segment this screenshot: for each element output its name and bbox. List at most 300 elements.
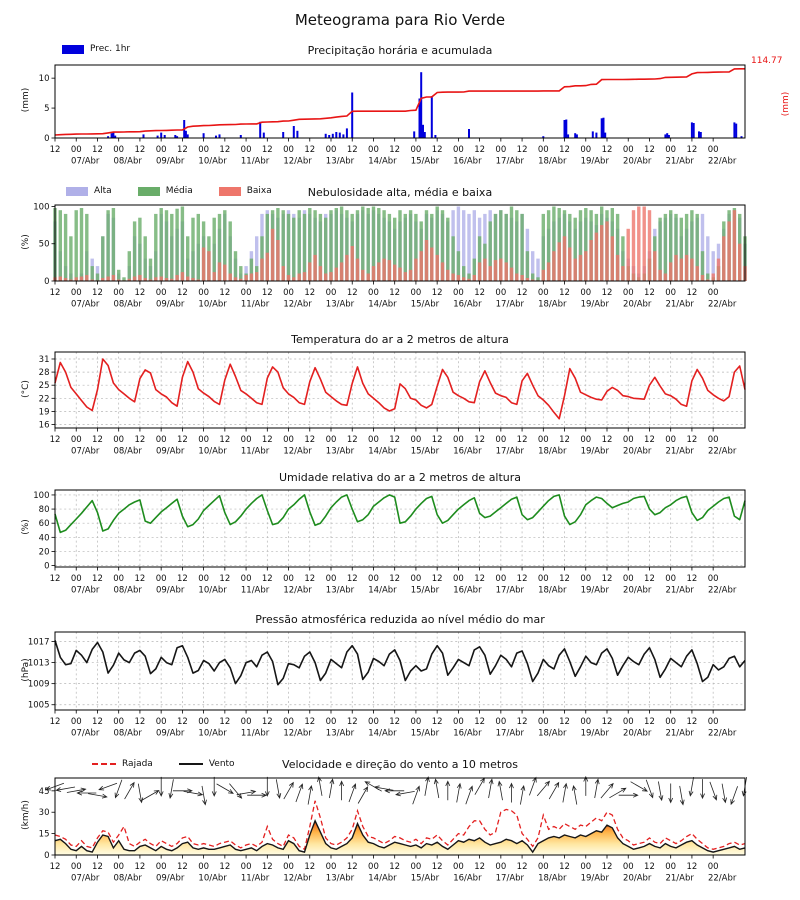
svg-text:16/Abr: 16/Abr (453, 446, 482, 455)
panel-title-wind: Velocidade e direção do vento a 10 metros (282, 758, 518, 771)
svg-text:00: 00 (325, 862, 337, 872)
svg-text:15/Abr: 15/Abr (410, 585, 440, 595)
svg-text:17/Abr: 17/Abr (495, 728, 525, 738)
svg-text:00: 00 (70, 717, 82, 727)
svg-text:00: 00 (580, 717, 592, 727)
svg-text:12: 12 (601, 145, 613, 155)
svg-text:12: 12 (219, 862, 231, 872)
svg-text:17/Abr: 17/Abr (495, 299, 525, 308)
svg-text:0: 0 (44, 134, 50, 144)
humidity-plot (0, 483, 800, 595)
svg-text:0: 0 (44, 277, 50, 287)
svg-text:12: 12 (176, 717, 188, 727)
svg-text:09/Abr: 09/Abr (155, 585, 185, 595)
panel-title-precipitation: Precipitação horária e acumulada (307, 44, 493, 57)
svg-text:00: 00 (368, 145, 379, 155)
svg-text:00: 00 (240, 862, 252, 872)
svg-text:60: 60 (38, 519, 50, 530)
svg-text:12: 12 (644, 717, 655, 727)
svg-text:18/Abr: 18/Abr (538, 156, 567, 164)
svg-text:22/Abr: 22/Abr (707, 446, 737, 455)
svg-text:18/Abr: 18/Abr (538, 728, 567, 738)
svg-text:00: 00 (622, 145, 634, 155)
svg-text:00: 00 (580, 862, 592, 872)
svg-text:00: 00 (113, 145, 125, 155)
svg-text:19/Abr: 19/Abr (580, 299, 609, 308)
svg-text:00: 00 (155, 145, 167, 155)
svg-text:12: 12 (92, 435, 103, 445)
svg-text:12: 12 (176, 145, 188, 155)
svg-text:19/Abr: 19/Abr (580, 873, 609, 883)
vento-label: Vento (208, 759, 235, 769)
svg-text:12: 12 (134, 145, 146, 155)
clouds-legend (66, 186, 298, 196)
svg-text:12: 12 (304, 145, 316, 155)
svg-text:12: 12 (516, 145, 528, 155)
svg-text:45: 45 (38, 786, 50, 797)
alta-label: Alta (94, 186, 112, 196)
svg-text:00: 00 (113, 862, 125, 872)
legend-item-media (138, 186, 193, 196)
svg-text:12: 12 (304, 574, 316, 584)
svg-text:12: 12 (176, 862, 188, 872)
svg-text:00: 00 (452, 145, 464, 155)
svg-text:00: 00 (283, 288, 294, 298)
svg-text:12: 12 (346, 862, 358, 872)
svg-text:12: 12 (49, 145, 61, 155)
svg-text:12: 12 (431, 288, 443, 298)
svg-text:18/Abr: 18/Abr (538, 585, 567, 595)
svg-text:00: 00 (410, 862, 422, 872)
svg-text:12: 12 (389, 288, 401, 298)
svg-text:12: 12 (601, 435, 613, 445)
svg-text:00: 00 (70, 288, 82, 298)
svg-text:12: 12 (686, 435, 698, 445)
svg-text:12: 12 (431, 862, 443, 872)
humidity-ylabel: (%) (21, 519, 31, 535)
svg-text:00: 00 (580, 288, 592, 298)
svg-text:00: 00 (198, 717, 210, 727)
svg-text:19/Abr: 19/Abr (580, 156, 609, 164)
svg-text:00: 00 (622, 717, 634, 727)
svg-text:00: 00 (70, 574, 82, 584)
svg-text:14/Abr: 14/Abr (368, 446, 397, 455)
svg-text:12: 12 (219, 717, 231, 727)
svg-text:1009: 1009 (27, 679, 50, 690)
svg-text:00: 00 (198, 145, 210, 155)
pressure-plot (0, 625, 800, 738)
svg-text:12: 12 (431, 574, 443, 584)
svg-text:00: 00 (707, 435, 719, 445)
svg-text:12: 12 (644, 145, 655, 155)
svg-text:22: 22 (38, 394, 50, 405)
svg-text:00: 00 (198, 862, 210, 872)
svg-text:00: 00 (283, 435, 294, 445)
svg-text:00: 00 (452, 435, 464, 445)
svg-text:20/Abr: 20/Abr (623, 446, 652, 455)
svg-text:00: 00 (665, 145, 677, 155)
svg-text:00: 00 (452, 862, 464, 872)
svg-text:12: 12 (474, 435, 486, 445)
svg-text:00: 00 (580, 574, 592, 584)
pressure-ylabel: (hPa) (21, 658, 31, 682)
svg-text:12/Abr: 12/Abr (283, 585, 312, 595)
svg-text:07/Abr: 07/Abr (71, 446, 100, 455)
svg-text:00: 00 (113, 717, 125, 727)
temperature-plot (0, 345, 800, 455)
svg-text:16/Abr: 16/Abr (453, 156, 482, 164)
svg-text:00: 00 (580, 145, 592, 155)
svg-text:00: 00 (707, 288, 719, 298)
svg-text:17/Abr: 17/Abr (495, 446, 525, 455)
svg-text:00: 00 (325, 435, 337, 445)
svg-text:12: 12 (601, 862, 613, 872)
svg-text:12: 12 (49, 862, 61, 872)
svg-text:22/Abr: 22/Abr (707, 873, 737, 883)
svg-text:18/Abr: 18/Abr (538, 873, 567, 883)
svg-text:30: 30 (38, 808, 50, 819)
svg-text:80: 80 (38, 505, 50, 516)
svg-text:16: 16 (38, 420, 50, 431)
svg-text:07/Abr: 07/Abr (71, 156, 100, 164)
svg-text:12: 12 (559, 288, 570, 298)
svg-text:00: 00 (283, 717, 294, 727)
svg-text:12: 12 (261, 435, 273, 445)
svg-text:1005: 1005 (27, 700, 50, 711)
panel-title-humidity: Umidade relativa do ar a 2 metros de altura (278, 471, 522, 484)
svg-text:12: 12 (134, 574, 146, 584)
svg-text:12: 12 (304, 862, 316, 872)
svg-text:12: 12 (601, 717, 613, 727)
svg-text:10/Abr: 10/Abr (198, 299, 227, 308)
svg-text:12: 12 (389, 574, 401, 584)
svg-text:12: 12 (176, 288, 188, 298)
vento-line-swatch-icon (179, 763, 203, 765)
svg-text:00: 00 (113, 435, 125, 445)
svg-text:1013: 1013 (27, 658, 50, 669)
svg-text:12: 12 (431, 717, 443, 727)
svg-text:12/Abr: 12/Abr (283, 873, 312, 883)
svg-text:12: 12 (644, 862, 655, 872)
svg-text:12: 12 (92, 862, 103, 872)
rajada-line-swatch-icon (92, 763, 116, 765)
legend-item-rajada (92, 759, 153, 769)
svg-text:22/Abr: 22/Abr (707, 728, 737, 738)
svg-text:0: 0 (44, 851, 50, 861)
svg-text:14/Abr: 14/Abr (368, 728, 397, 738)
svg-text:12: 12 (431, 435, 443, 445)
svg-text:09/Abr: 09/Abr (155, 156, 185, 164)
svg-text:28: 28 (38, 368, 50, 379)
media-label: Média (165, 186, 193, 196)
svg-text:00: 00 (495, 288, 507, 298)
svg-text:00: 00 (325, 145, 337, 155)
svg-text:08/Abr: 08/Abr (113, 728, 142, 738)
svg-text:09/Abr: 09/Abr (155, 446, 185, 455)
clouds-ylabel: (%) (21, 234, 31, 250)
svg-text:12: 12 (559, 862, 570, 872)
svg-text:09/Abr: 09/Abr (155, 299, 185, 308)
svg-text:08/Abr: 08/Abr (113, 299, 142, 308)
svg-text:25: 25 (38, 381, 50, 392)
svg-text:12: 12 (219, 145, 231, 155)
baixa-label: Baixa (246, 186, 272, 196)
svg-text:00: 00 (622, 574, 634, 584)
svg-text:12: 12 (559, 435, 570, 445)
svg-text:21/Abr: 21/Abr (665, 728, 694, 738)
svg-text:12: 12 (516, 574, 528, 584)
svg-text:18/Abr: 18/Abr (538, 446, 567, 455)
svg-text:12: 12 (92, 717, 103, 727)
svg-text:12: 12 (389, 435, 401, 445)
svg-text:11/Abr: 11/Abr (240, 156, 270, 164)
svg-text:12: 12 (474, 862, 486, 872)
svg-text:12: 12 (219, 288, 231, 298)
svg-text:08/Abr: 08/Abr (113, 873, 142, 883)
svg-text:08/Abr: 08/Abr (113, 156, 142, 164)
svg-text:00: 00 (368, 717, 379, 727)
svg-text:00: 00 (537, 435, 549, 445)
svg-text:00: 00 (537, 288, 549, 298)
svg-text:00: 00 (155, 717, 167, 727)
svg-text:12: 12 (304, 288, 316, 298)
svg-text:00: 00 (622, 288, 634, 298)
svg-text:00: 00 (410, 435, 422, 445)
svg-text:12/Abr: 12/Abr (283, 446, 312, 455)
svg-text:00: 00 (368, 435, 379, 445)
svg-text:00: 00 (240, 288, 252, 298)
svg-text:12: 12 (49, 717, 61, 727)
svg-text:12: 12 (686, 862, 698, 872)
svg-text:00: 00 (325, 574, 337, 584)
svg-text:00: 00 (70, 862, 82, 872)
svg-text:21/Abr: 21/Abr (665, 446, 694, 455)
svg-text:00: 00 (665, 435, 677, 445)
svg-text:00: 00 (240, 435, 252, 445)
svg-text:00: 00 (707, 145, 719, 155)
svg-text:00: 00 (113, 288, 125, 298)
svg-text:14/Abr: 14/Abr (368, 585, 397, 595)
svg-text:12: 12 (49, 574, 61, 584)
svg-text:00: 00 (410, 288, 422, 298)
svg-text:15/Abr: 15/Abr (410, 299, 440, 308)
svg-text:31: 31 (38, 354, 50, 365)
svg-text:00: 00 (707, 717, 719, 727)
svg-text:15/Abr: 15/Abr (410, 873, 440, 883)
panel-title-temperature: Temperatura do ar a 2 metros de altura (291, 333, 509, 346)
svg-text:00: 00 (410, 574, 422, 584)
svg-text:17/Abr: 17/Abr (495, 873, 525, 883)
svg-text:00: 00 (665, 717, 677, 727)
svg-text:00: 00 (325, 717, 337, 727)
svg-text:15/Abr: 15/Abr (410, 446, 440, 455)
svg-text:16/Abr: 16/Abr (453, 585, 482, 595)
svg-text:08/Abr: 08/Abr (113, 446, 142, 455)
prec-1hr-swatch-icon (62, 45, 84, 54)
svg-text:12: 12 (431, 145, 443, 155)
svg-text:14/Abr: 14/Abr (368, 299, 397, 308)
precipitation-plot (0, 58, 800, 164)
svg-text:10/Abr: 10/Abr (198, 873, 227, 883)
svg-text:13/Abr: 13/Abr (325, 446, 355, 455)
svg-text:12: 12 (644, 574, 655, 584)
svg-text:00: 00 (240, 145, 252, 155)
svg-text:00: 00 (495, 717, 507, 727)
svg-text:00: 00 (452, 288, 464, 298)
svg-text:07/Abr: 07/Abr (71, 873, 100, 883)
svg-text:12: 12 (601, 574, 613, 584)
svg-text:12: 12 (559, 145, 570, 155)
svg-text:00: 00 (240, 717, 252, 727)
svg-text:12: 12 (559, 717, 570, 727)
svg-text:00: 00 (537, 145, 549, 155)
svg-text:13/Abr: 13/Abr (325, 585, 355, 595)
svg-text:12: 12 (134, 435, 146, 445)
svg-text:00: 00 (665, 574, 677, 584)
svg-text:15/Abr: 15/Abr (410, 156, 440, 164)
svg-text:12: 12 (686, 574, 698, 584)
svg-text:12/Abr: 12/Abr (283, 156, 312, 164)
wind-ylabel: (km/h) (21, 800, 31, 830)
svg-text:21/Abr: 21/Abr (665, 585, 694, 595)
svg-text:19: 19 (38, 407, 50, 418)
svg-text:12: 12 (516, 862, 528, 872)
svg-text:19/Abr: 19/Abr (580, 728, 609, 738)
svg-text:00: 00 (665, 288, 677, 298)
svg-text:22/Abr: 22/Abr (707, 156, 737, 164)
panel-title-pressure: Pressão atmosférica reduzida ao nível médio do mar (255, 613, 545, 626)
svg-text:12: 12 (346, 435, 358, 445)
svg-text:12: 12 (304, 435, 316, 445)
svg-text:12: 12 (644, 435, 655, 445)
svg-text:12: 12 (176, 574, 188, 584)
svg-text:12: 12 (134, 288, 146, 298)
svg-text:00: 00 (325, 288, 337, 298)
precip-legend (62, 44, 156, 54)
svg-text:09/Abr: 09/Abr (155, 873, 185, 883)
svg-text:00: 00 (452, 574, 464, 584)
svg-text:12/Abr: 12/Abr (283, 728, 312, 738)
svg-text:00: 00 (410, 145, 422, 155)
svg-text:07/Abr: 07/Abr (71, 299, 100, 308)
svg-text:20/Abr: 20/Abr (623, 585, 652, 595)
svg-text:20/Abr: 20/Abr (623, 156, 652, 164)
svg-text:12: 12 (92, 145, 103, 155)
svg-text:13/Abr: 13/Abr (325, 873, 355, 883)
svg-text:12: 12 (219, 574, 231, 584)
svg-text:21/Abr: 21/Abr (665, 156, 694, 164)
svg-text:00: 00 (155, 288, 167, 298)
svg-text:12: 12 (516, 288, 528, 298)
svg-text:12: 12 (346, 717, 358, 727)
svg-text:12: 12 (261, 574, 273, 584)
precip-ylabel: (mm) (21, 87, 31, 113)
svg-text:100: 100 (33, 202, 50, 213)
svg-text:40: 40 (38, 533, 50, 544)
svg-text:00: 00 (622, 435, 634, 445)
svg-text:00: 00 (495, 145, 507, 155)
svg-text:17/Abr: 17/Abr (495, 156, 525, 164)
svg-text:12: 12 (261, 862, 273, 872)
svg-text:11/Abr: 11/Abr (240, 728, 270, 738)
precip-right-ylabel: (mm) (781, 91, 791, 117)
svg-text:50: 50 (38, 239, 50, 250)
svg-text:12: 12 (304, 717, 316, 727)
svg-text:00: 00 (70, 145, 82, 155)
legend-item-alta (66, 186, 112, 196)
svg-text:12: 12 (92, 574, 103, 584)
svg-text:00: 00 (707, 574, 719, 584)
legend-item-vento (179, 759, 235, 769)
svg-text:5: 5 (44, 104, 50, 115)
svg-text:12: 12 (49, 288, 61, 298)
svg-text:00: 00 (240, 574, 252, 584)
svg-text:12: 12 (516, 717, 528, 727)
svg-text:00: 00 (665, 862, 677, 872)
svg-text:00: 00 (580, 435, 592, 445)
svg-text:00: 00 (707, 862, 719, 872)
svg-text:00: 00 (368, 288, 379, 298)
svg-text:00: 00 (283, 862, 294, 872)
svg-text:15/Abr: 15/Abr (410, 728, 440, 738)
svg-text:12: 12 (474, 574, 486, 584)
svg-text:12: 12 (219, 435, 231, 445)
svg-text:07/Abr: 07/Abr (71, 728, 100, 738)
svg-text:12: 12 (601, 288, 613, 298)
svg-text:12: 12 (474, 145, 486, 155)
prec-1hr-label: Prec. 1hr (90, 44, 131, 54)
svg-text:00: 00 (537, 717, 549, 727)
svg-text:0: 0 (44, 561, 50, 572)
svg-text:12: 12 (346, 288, 358, 298)
svg-text:00: 00 (537, 574, 549, 584)
svg-text:12: 12 (389, 862, 401, 872)
svg-text:16/Abr: 16/Abr (453, 873, 482, 883)
svg-text:12: 12 (559, 574, 570, 584)
svg-text:12: 12 (686, 288, 698, 298)
svg-text:11/Abr: 11/Abr (240, 446, 270, 455)
svg-text:00: 00 (410, 717, 422, 727)
svg-text:20/Abr: 20/Abr (623, 299, 652, 308)
svg-text:10: 10 (38, 74, 50, 85)
svg-text:13/Abr: 13/Abr (325, 728, 355, 738)
svg-text:20: 20 (38, 547, 50, 558)
svg-text:00: 00 (368, 574, 379, 584)
svg-text:12: 12 (644, 288, 655, 298)
clouds-plot (0, 198, 800, 308)
svg-text:10/Abr: 10/Abr (198, 446, 227, 455)
svg-text:12: 12 (516, 435, 528, 445)
svg-text:1017: 1017 (27, 637, 50, 648)
svg-text:12: 12 (134, 717, 146, 727)
media-swatch-icon (138, 187, 160, 196)
svg-text:21/Abr: 21/Abr (665, 299, 694, 308)
svg-text:10/Abr: 10/Abr (198, 585, 227, 595)
svg-text:00: 00 (368, 862, 379, 872)
svg-text:12/Abr: 12/Abr (283, 299, 312, 308)
legend-item-baixa (219, 186, 272, 196)
svg-text:11/Abr: 11/Abr (240, 299, 270, 308)
svg-text:00: 00 (113, 574, 125, 584)
svg-text:16/Abr: 16/Abr (453, 728, 482, 738)
svg-text:19/Abr: 19/Abr (580, 446, 609, 455)
svg-text:22/Abr: 22/Abr (707, 585, 737, 595)
svg-text:11/Abr: 11/Abr (240, 873, 270, 883)
svg-text:14/Abr: 14/Abr (368, 156, 397, 164)
legend-item-prec-1hr (62, 44, 130, 54)
svg-text:19/Abr: 19/Abr (580, 585, 609, 595)
svg-text:00: 00 (283, 574, 294, 584)
